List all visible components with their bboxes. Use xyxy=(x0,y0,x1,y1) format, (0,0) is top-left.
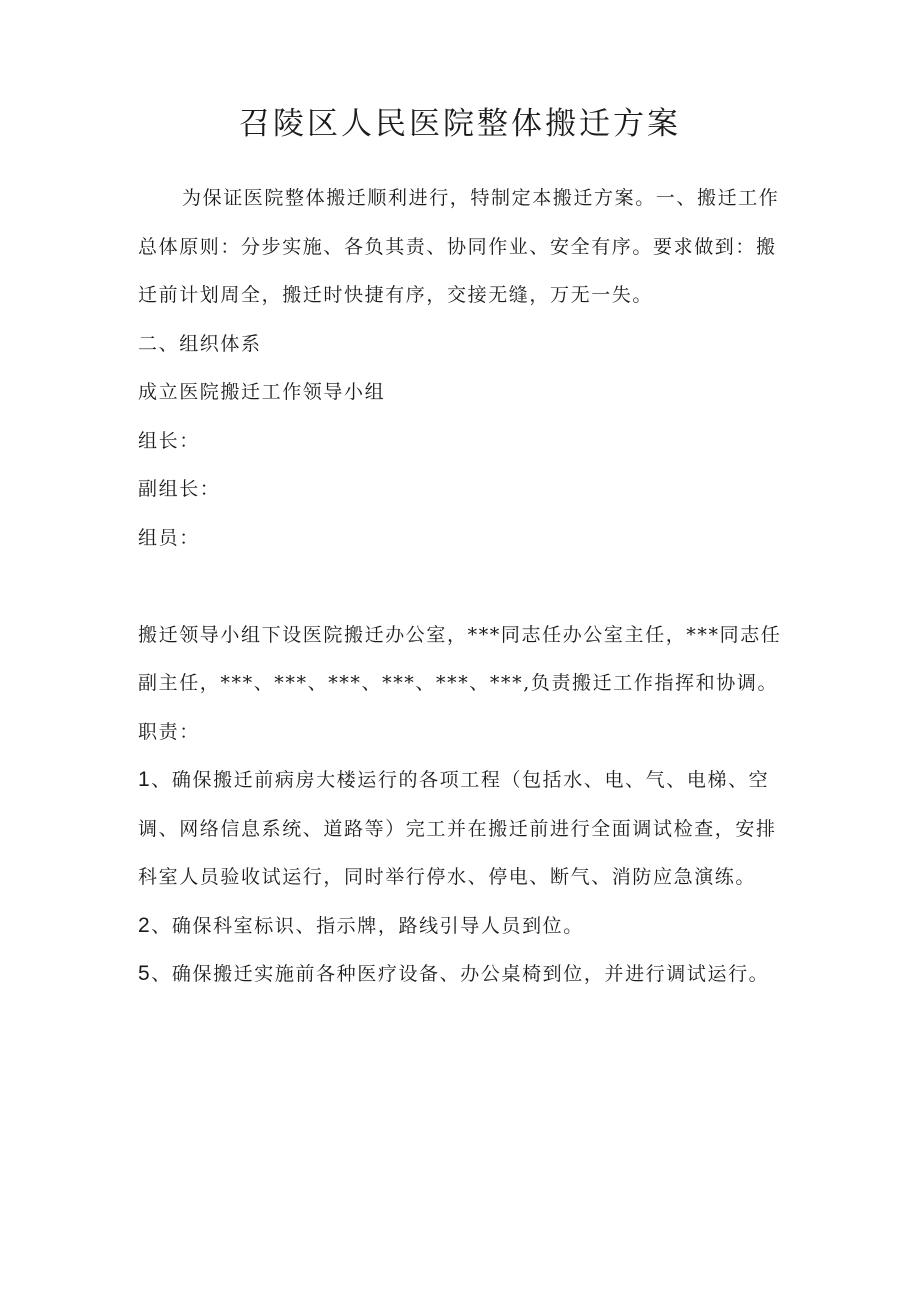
members-label: 组员： xyxy=(138,526,200,549)
document-title: 召陵区人民医院整体搬迁方案 xyxy=(239,106,681,142)
office-paragraph: 搬迁领导小组下设医院搬迁办公室，***同志任办公室主任，***同志任副主任，***、***、***、***、***、***,负责搬迁工作指挥和协调。 xyxy=(138,623,782,694)
document-body xyxy=(138,174,788,999)
duty-text: 、确保科室标识、指示牌，路线引导人员到位。 xyxy=(151,914,584,937)
section-heading-organization: 二、组织体系 xyxy=(138,332,262,355)
duty-item-5 xyxy=(138,950,788,999)
blank-line xyxy=(138,562,788,611)
group-intro-line: 成立医院搬迁工作领导小组 xyxy=(138,381,386,403)
intro-paragraph: 为保证医院整体搬迁顺利进行，特制定本搬迁方案。一、搬迁工作总体原则：分步实施、各负其责、协同作业、安全有序。要求做到：搬迁前计划周全，搬迁时快捷有序，交接无缝，万无一失。 xyxy=(138,187,780,306)
duties-label: 职责： xyxy=(138,720,200,743)
duty-number: 2 xyxy=(138,913,152,937)
duty-item-2 xyxy=(138,902,788,951)
duty-text: 、确保搬迁前病房大楼运行的各项工程（包括水、电、气、电梯、空调、网络信息系统、道路等）完工并在搬迁前进行全面调试检查，安排科室人员验收试运行，同时举行停水、停电、断气、消防应急演练。 xyxy=(138,769,777,888)
duty-item-1 xyxy=(138,756,788,902)
duty-number: 1 xyxy=(138,768,152,791)
duty-number: 5 xyxy=(138,962,152,985)
leader-label: 组长： xyxy=(138,429,200,452)
duty-text: 、确保搬迁实施前各种医疗设备、办公桌椅到位，并进行调试运行。 xyxy=(151,963,770,985)
deputy-leader-label: 副组长： xyxy=(138,478,221,500)
